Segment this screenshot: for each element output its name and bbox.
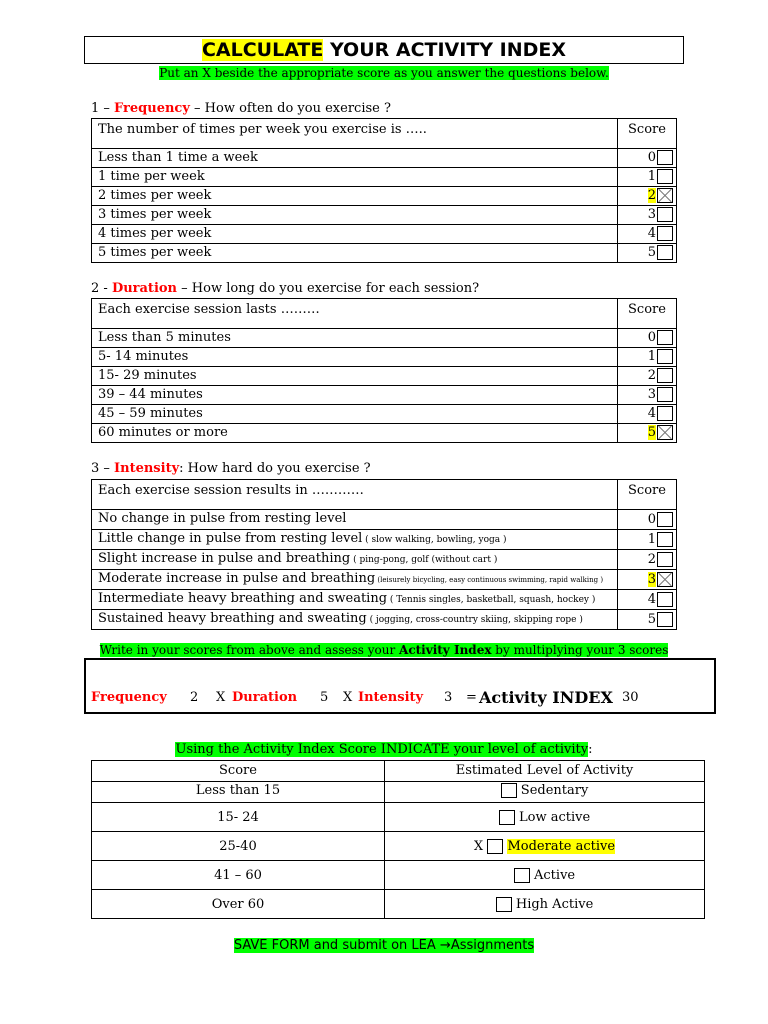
q2-text: – How long do you exercise for each session? [177, 281, 480, 296]
q1-number: 1 – [91, 101, 115, 116]
option-label: Less than 1 time a week [92, 149, 618, 168]
table-row [92, 570, 677, 590]
option-label: Less than 5 minutes [92, 329, 618, 348]
save-post: Assignments [450, 938, 535, 953]
table-row [92, 206, 677, 225]
q3-score-header: Score [618, 480, 677, 510]
option-score: 2 [618, 367, 658, 386]
table-row [92, 803, 705, 832]
indicate-text: Using the Activity Index Score INDICATE your level of activity [175, 742, 589, 757]
option-note: ( jogging, cross-country skiing, skipping rope ) [366, 615, 583, 625]
table-row [92, 424, 677, 443]
option-score: 5 [618, 610, 658, 630]
option-score: 4 [618, 590, 658, 610]
option-note: ( ping-pong, golf (without cart ) [350, 555, 498, 565]
level-checkbox[interactable] [501, 783, 517, 798]
table-row [92, 590, 677, 610]
option-text: Sustained heavy breathing and sweating [98, 611, 367, 626]
answer-checkbox[interactable] [657, 406, 673, 421]
level-label: High Active [515, 896, 594, 912]
option-label [92, 570, 618, 590]
save-text: SAVE FORM and submit on LEA [233, 938, 440, 953]
table-row [92, 149, 677, 168]
answer-checkbox[interactable] [657, 387, 673, 402]
level-score-header: Score [92, 761, 385, 782]
option-score: 3 [618, 206, 658, 225]
table-row [92, 348, 677, 367]
intensity-label: Intensity [358, 690, 424, 705]
option-label: 15- 29 minutes [92, 367, 618, 386]
table-row [92, 367, 677, 386]
level-checkbox-checked[interactable] [487, 839, 503, 854]
option-score: 0 [618, 510, 658, 530]
indicate-colon: : [588, 742, 593, 757]
question-3-table [91, 479, 677, 630]
option-label: 5 times per week [92, 244, 618, 263]
level-score: Less than 15 [92, 782, 385, 803]
option-label [92, 590, 618, 610]
answer-checkbox[interactable] [657, 245, 673, 260]
instruction [0, 66, 768, 80]
level-label: Low active [518, 809, 591, 825]
answer-checkbox-checked[interactable] [657, 188, 673, 203]
option-note: (leisurely bicycling, easy continuous swimming, rapid walking ) [375, 576, 604, 584]
level-header: Estimated Level of Activity [385, 761, 705, 782]
option-label [92, 530, 618, 550]
option-text: Slight increase in pulse and breathing [98, 551, 351, 566]
table-row [92, 530, 677, 550]
level-score: 41 – 60 [92, 861, 385, 890]
q1-label: Frequency [114, 101, 190, 116]
option-label: 4 times per week [92, 225, 618, 244]
multiply-sign: X [216, 690, 226, 705]
table-row [92, 890, 705, 919]
option-text: Little change in pulse from resting level [98, 531, 363, 546]
table-row [92, 510, 677, 530]
table-row [92, 329, 677, 348]
option-score: 0 [618, 329, 658, 348]
activity-level-table [91, 760, 705, 919]
q3-label: Intensity [114, 461, 180, 476]
q3-header: Each exercise session results in ………… [92, 480, 618, 510]
level-label-selected: Moderate active [507, 838, 616, 854]
intensity-value-field[interactable]: 3 [444, 690, 453, 705]
option-note: ( slow walking, bowling, yoga ) [362, 535, 507, 545]
question-1-table [91, 118, 677, 263]
answer-checkbox[interactable] [657, 330, 673, 345]
option-text: No change in pulse from resting level [98, 511, 347, 526]
level-label: Sedentary [520, 783, 589, 798]
arrow-right-icon: → [439, 938, 451, 953]
answer-checkbox[interactable] [657, 368, 673, 383]
level-checkbox[interactable] [499, 810, 515, 825]
table-row [92, 187, 677, 206]
q1-header: The number of times per week you exercise is ….. [92, 119, 618, 149]
answer-checkbox[interactable] [657, 349, 673, 364]
answer-checkbox[interactable] [657, 207, 673, 222]
table-row [92, 225, 677, 244]
q2-score-header: Score [618, 299, 677, 329]
question-2-table [91, 298, 677, 443]
q3-text: : How hard do you exercise ? [179, 461, 371, 476]
level-checkbox[interactable] [496, 897, 512, 912]
q2-number: 2 - [91, 281, 112, 296]
level-label: Active [534, 867, 576, 883]
write-post: by multiplying your 3 scores [491, 643, 669, 657]
option-score: 1 [618, 530, 658, 550]
activity-index-label: Activity INDEX [479, 688, 613, 707]
answer-checkbox[interactable] [657, 150, 673, 165]
option-score: 4 [618, 225, 658, 244]
option-score-selected: 5 [647, 425, 657, 440]
table-row [92, 782, 705, 803]
option-label [92, 510, 618, 530]
level-score: 25-40 [92, 832, 385, 861]
option-text: Moderate increase in pulse and breathing [98, 571, 376, 586]
answer-checkbox[interactable] [657, 226, 673, 241]
answer-checkbox[interactable] [657, 169, 673, 184]
option-score-selected: 2 [647, 188, 657, 203]
answer-checkbox-checked[interactable] [657, 425, 673, 440]
answer-checkbox[interactable] [657, 512, 673, 527]
equals-sign: = [466, 690, 477, 705]
option-score: 5 [618, 244, 658, 263]
q1-score-header: Score [618, 119, 677, 149]
write-bold: Activity Index [399, 643, 492, 657]
level-mark: X [473, 838, 484, 854]
option-note: ( Tennis singles, basketball, squash, hockey ) [387, 595, 596, 605]
answer-checkbox-checked[interactable] [657, 572, 673, 587]
option-score: 0 [618, 149, 658, 168]
save-instruction [0, 938, 768, 953]
level-score: Over 60 [92, 890, 385, 919]
duration-label: Duration [232, 690, 298, 705]
option-label: 5- 14 minutes [92, 348, 618, 367]
q3-number: 3 – [91, 461, 115, 476]
option-score: 4 [618, 405, 658, 424]
table-row [92, 861, 705, 890]
answer-checkbox[interactable] [657, 592, 673, 607]
option-score: 3 [618, 386, 658, 405]
question-2-heading [91, 281, 479, 296]
table-row [92, 550, 677, 570]
option-text: Intermediate heavy breathing and sweating [98, 591, 388, 606]
frequency-value-field[interactable]: 2 [190, 690, 199, 705]
duration-value-field[interactable]: 5 [320, 690, 329, 705]
table-row [92, 244, 677, 263]
title-highlight: CALCULATE [201, 39, 324, 61]
write-instruction [0, 643, 768, 657]
level-score: 15- 24 [92, 803, 385, 832]
title-rest: YOUR ACTIVITY INDEX [323, 39, 567, 61]
table-row [92, 610, 677, 630]
q1-text: – How often do you exercise ? [189, 101, 391, 116]
option-label: 1 time per week [92, 168, 618, 187]
table-row [92, 405, 677, 424]
option-score-selected: 3 [647, 571, 657, 587]
option-score: 1 [618, 348, 658, 367]
table-row [92, 168, 677, 187]
frequency-label: Frequency [91, 690, 167, 705]
answer-checkbox[interactable] [657, 612, 673, 627]
level-checkbox[interactable] [514, 868, 530, 883]
option-score: 2 [618, 550, 658, 570]
q2-header: Each exercise session lasts ……… [92, 299, 618, 329]
option-label [92, 550, 618, 570]
question-1-heading [91, 101, 391, 116]
answer-checkbox[interactable] [657, 532, 673, 547]
multiply-sign: X [343, 690, 353, 705]
question-3-heading [91, 461, 371, 476]
activity-index-calculation-box [84, 658, 716, 714]
option-label: 2 times per week [92, 187, 618, 206]
option-label: 3 times per week [92, 206, 618, 225]
page-title [84, 36, 684, 64]
table-row [92, 386, 677, 405]
write-pre: Write in your scores from above and assess your [99, 643, 400, 657]
option-score: 1 [618, 168, 658, 187]
instruction-text: Put an X beside the appropriate score as you answer the questions below. [159, 66, 609, 80]
option-label: 45 – 59 minutes [92, 405, 618, 424]
table-row [92, 832, 705, 861]
answer-checkbox[interactable] [657, 552, 673, 567]
activity-index-value-field[interactable]: 30 [622, 690, 639, 705]
option-label: 60 minutes or more [92, 424, 618, 443]
indicate-instruction [0, 742, 768, 757]
q2-label: Duration [111, 281, 178, 296]
option-label: 39 – 44 minutes [92, 386, 618, 405]
option-label [92, 610, 618, 630]
